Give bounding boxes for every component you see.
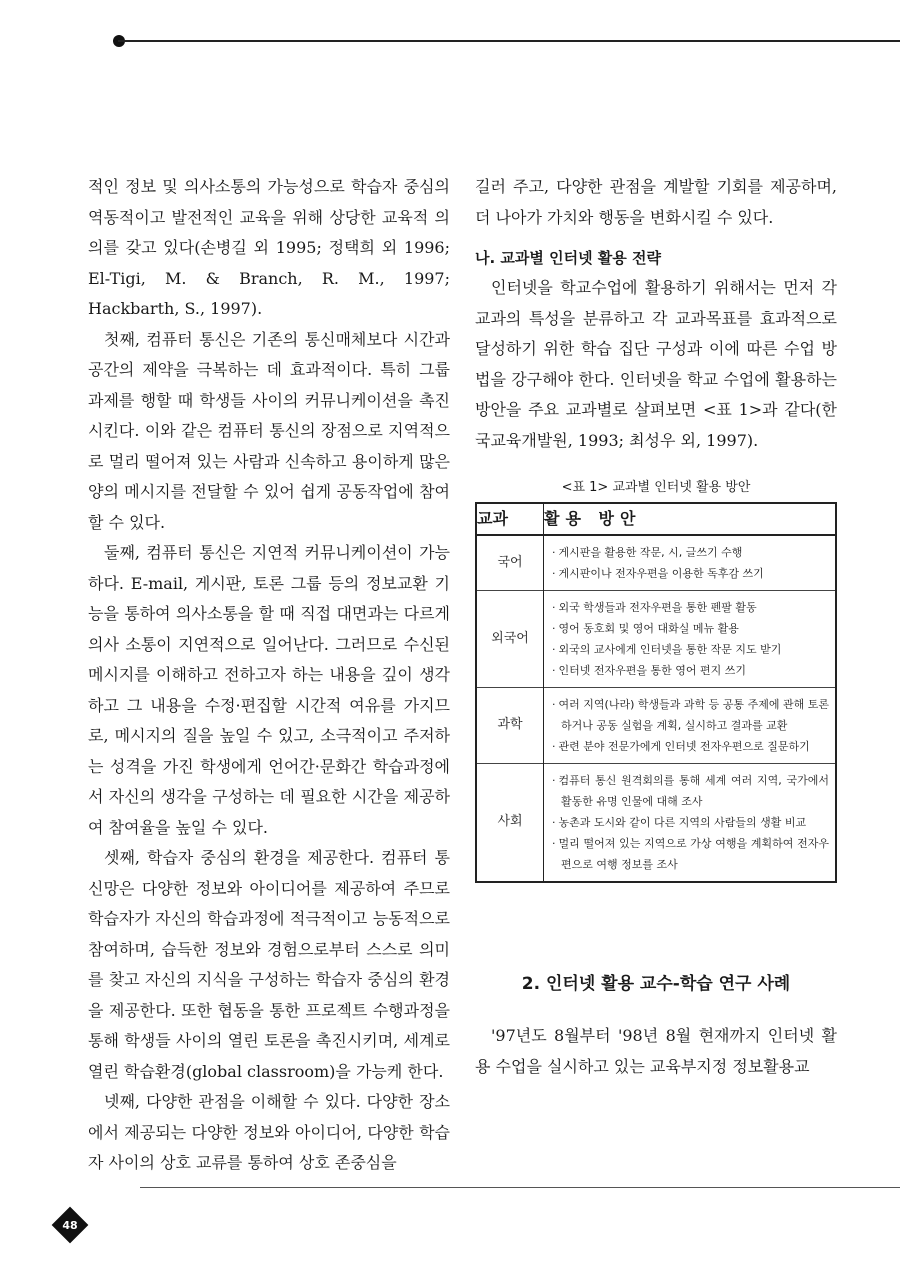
table-header-plan: 활용 방안 — [544, 503, 837, 535]
list-item: · 인터넷 전자우편을 통한 영어 편지 쓰기 — [552, 660, 829, 681]
paragraph: 길러 주고, 다양한 관점을 계발할 기회를 제공하며, 더 나아가 가치와 행동을 변화시킬 수 있다. — [475, 177, 837, 227]
paragraph: 셋째, 학습자 중심의 환경을 제공한다. 컴퓨터 통신망은 다양한 정보와 아이디어를 제공하여 주므로 학습자가 자신의 학습과정에 적극적이고 능동적으로 참여하며, 습득한 정보와 경험으로부터 스스로 의미를 찾고 자신의 지식을 구성하는 학습자 중심의 환경을 제공한다. 또한 협동을 통한 프로젝트 수행과정을 통해 학생들 사이의 열린 토론을 촉진시키며, 세계로 열린 학습환경(global classroom)을 가능케 한다. — [88, 848, 450, 1081]
table-cell-items — [544, 535, 837, 591]
list-item: · 여러 지역(나라) 학생들과 과학 등 공통 주제에 관해 토론하거나 공동 실험을 계획, 실시하고 결과를 교환 — [552, 694, 829, 736]
paragraph: 적인 정보 및 의사소통의 가능성으로 학습자 중심의 역동적이고 발전적인 교육을 위해 상당한 교육적 의의를 갖고 있다(손병길 외 1995; 정택희 외 1996; El-Tigi, M. & Branch, R. M., 1997; Hackbarth, S., 1997). — [88, 177, 450, 318]
table-header-row — [476, 503, 836, 535]
table-cell-subject: 국어 — [476, 535, 544, 591]
section-heading: 나. 교과별 인터넷 활용 전략 — [475, 249, 661, 267]
table-cell-subject: 사회 — [476, 764, 544, 883]
paragraph: '97년도 8월부터 '98년 8월 현재까지 인터넷 활용 수업을 실시하고 있는 교육부지정 정보활용교 — [475, 1026, 837, 1076]
table-row — [476, 688, 836, 764]
paragraph: 넷째, 다양한 관점을 이해할 수 있다. 다양한 장소에서 제공되는 다양한 정보와 아이디어, 다양한 학습자 사이의 상호 교류를 통하여 상호 존중심을 — [88, 1092, 450, 1172]
list-item: · 게시판을 활용한 작문, 시, 글쓰기 수행 — [552, 542, 829, 563]
table-cell-items — [544, 764, 837, 883]
table-row — [476, 764, 836, 883]
paragraph: 첫째, 컴퓨터 통신은 기존의 통신매체보다 시간과 공간의 제약을 극복하는 데 효과적이다. 특히 그룹 과제를 행할 때 학생들 사이의 커뮤니케이션을 촉진시킨다. 이와 같은 컴퓨터 통신의 장점으로 지역적으로 멀리 떨어져 있는 사람과 신속하고 용이하게 많은 양의 메시지를 전달할 수 있어 쉽게 공동작업에 참여할 수 있다. — [88, 329, 450, 532]
table-row — [476, 535, 836, 591]
table-cell-items — [544, 591, 837, 688]
list-item: · 영어 동호회 및 영어 대화실 메뉴 활용 — [552, 618, 829, 639]
list-item: · 외국 학생들과 전자우편을 통한 펜팔 활동 — [552, 597, 829, 618]
footer-rule — [140, 1187, 900, 1188]
strategy-table — [475, 502, 837, 883]
list-item: · 관련 분야 전문가에게 인터넷 전자우편으로 질문하기 — [552, 736, 829, 757]
section-2-heading: 2. 인터넷 활용 교수-학습 연구 사례 — [521, 974, 791, 994]
table-caption: <표 1> 교과별 인터넷 활용 방안 — [561, 480, 751, 495]
list-item: · 외국의 교사에게 인터넷을 통한 작문 지도 받기 — [552, 639, 829, 660]
table-cell-subject: 외국어 — [476, 591, 544, 688]
table-header-subject: 교과 — [476, 503, 544, 535]
right-column — [475, 172, 837, 1082]
list-item: · 농촌과 도시와 같이 다른 지역의 사람들의 생활 비교 — [552, 812, 829, 833]
list-item: · 컴퓨터 통신 원격회의를 통해 세계 여러 지역, 국가에서 활동한 유명 인물에 대해 조사 — [552, 770, 829, 812]
paragraph: 인터넷을 학교수업에 활용하기 위해서는 먼저 각 교과의 특성을 분류하고 각 교과목표를 효과적으로 달성하기 위한 학습 집단 구성과 이에 따른 수업 방법을 강구해야 한다. 인터넷을 학교 수업에 활용하는 방안을 주요 교과별로 살펴보면 <표 1>과 같다(한국교육개발원, 1993; 최성우 외, 1997). — [475, 278, 837, 450]
paragraph: 둘째, 컴퓨터 통신은 지연적 커뮤니케이션이 가능하다. E-mail, 게시판, 토론 그룹 등의 정보교환 기능을 통하여 의사소통을 할 때 직접 대면과는 다르게 의사 소통이 지연적으로 일어난다. 그러므로 수신된 메시지를 이해하고 전하고자 하는 내용을 깊이 생각하고 그 내용을 수정·편집할 시간적 여유를 가지므로, 메시지의 질을 높일 수 있고, 소극적이고 주저하는 성격을 가진 학생에게 언어간·문화간 학습과정에서 자신의 생각을 구성하는 데 필요한 시간을 제공하여 참여율을 높일 수 있다. — [88, 543, 450, 837]
left-column — [88, 172, 450, 1179]
header-rule — [118, 40, 900, 42]
table-row — [476, 591, 836, 688]
table-cell-subject: 과학 — [476, 688, 544, 764]
page-number: 48 — [62, 1218, 78, 1232]
table-cell-items — [544, 688, 837, 764]
list-item: · 멀리 떨어져 있는 지역으로 가상 여행을 계획하여 전자우편으로 여행 정보를 조사 — [552, 833, 829, 875]
list-item: · 게시판이나 전자우편을 이용한 독후감 쓰기 — [552, 563, 829, 584]
